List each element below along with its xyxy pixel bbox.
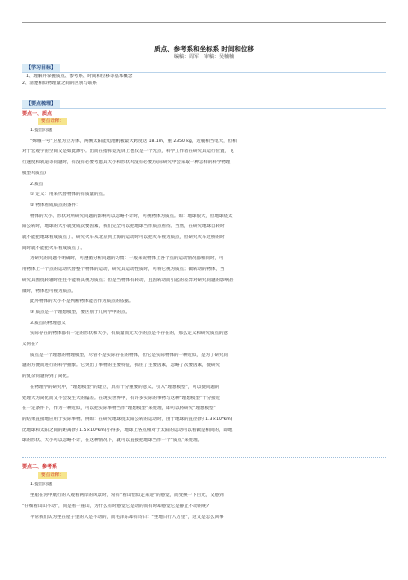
body-line: 实际存在的物体都有一定的形状和大小，有质量而无大小的点是不存在的，那么定义和研究质点的意 <box>30 331 228 337</box>
body-line: 2.质点 <box>30 181 44 187</box>
body-line: 比地球和太阳之间的距离(约 1.5×10⁸km)小得多，地球上各点相对于太阳的运动可以看做是相同的，即地 <box>22 427 233 433</box>
body-line: 在物理学的研究中，“理想模型”的建立，具有十分重要的意义。引入“理想模型”，可以使问题的 <box>30 384 220 390</box>
body-line: 对于宏观宇宙空间又是如此渺小。出而在指挥竞先屏上也仅是一个光点，科学工作者在研究其运行位置，飞 <box>22 149 234 155</box>
goals-underline <box>22 72 386 73</box>
byline: 编稿：周军 审稿：吴楠楠 <box>173 54 234 60</box>
body-line: 此外物体的大小不是判断物体能否作为质点的依据。 <box>30 299 134 305</box>
body-line: 物体的大小、形状对所研究问题的影响可以忽略不计时，可视物体为质点。如：地球很大，但地球绕太 <box>30 213 233 219</box>
body-line: 间时就不能把火车看成质点了。 <box>22 245 85 251</box>
body-line: 题的方便而进行的科学抽象。它突出了事物的主要特征，抓住了主要因素，忽略了次要因素，使研究 <box>22 363 220 369</box>
body-line: 球的形状、大小可以忽略不计，在这种情况下，就可以直接把地球当作一个“质点”来处理。 <box>22 438 203 444</box>
body-line: 1.提出问题 <box>30 482 53 487</box>
body-line: ③ 质点是一个理想模型，要区别于几何学中的点。 <box>30 309 130 315</box>
body-line: 在一定条件下，作为一种近似，可以把实际事物当作“理想模型”来处理，即可以将研究“理想模型” <box>22 406 216 412</box>
goal-item: 2、清楚相似物理量之间的区别与联系 <box>22 81 97 86</box>
body-line: 质点是一个理想的物理模型，尽管不是实际存在的物体，但它是实际物体的一种近似，是为了研究问 <box>30 352 228 358</box>
body-line: 阳公转时，地球的大小就变成次要因素，我们完全可以把地球当作质点看待。当然，在研究地球自转时 <box>22 224 225 230</box>
body-line: “仔细看山山不动”，同是看一座山，为什么有时感觉它是动的而有时却感觉它是静止不动的呢? <box>22 504 210 509</box>
body-line: 微时，物体也可视为质点。 <box>22 288 76 294</box>
page-title: 质点、参考系和坐标系 时间和位移 <box>154 45 254 53</box>
body-line: 3.质点的物理意义 <box>30 320 66 326</box>
body-line: ② 物体看成质点的条件： <box>30 202 81 208</box>
point1-tag: 要点诠释： <box>38 118 67 125</box>
body-line: 用物体上一个点的运动代替整个物体的运动，研究其运动性质时，可将它视为质点；做转动的物体，当 <box>22 267 225 273</box>
body-line: 平常我们认为坐在屋子里的人是不动的，而毛泽东却有诗曰：“坐地日行八万里”，这又是怎么回事 <box>30 515 224 520</box>
header-rule <box>22 22 386 23</box>
point2-heading: 要点二、参考系 <box>22 464 58 470</box>
body-line: 为研究的问题不明确时，可遵循分析问题的习惯：一般来说物体上各个点的运动情况都相同时，可 <box>30 256 224 262</box>
points-underline <box>22 108 386 109</box>
body-line: 就不能把地球看成质点了。研究火车从北京到上海的运动时可以把火车视为质点，但研究火车过桥的时 <box>22 235 225 240</box>
body-line: “嫦娥一号”卫星为立方体，两侧太阳能电池帆板最大跨度达 18.1m，重 2350 kg，近履相当电大，但相 <box>30 138 237 144</box>
body-line: 模型?(质点) <box>22 170 46 176</box>
body-line: 1.提出问题 <box>30 128 53 133</box>
body-line: 行速度和轨道等问题时，有没有必要考虑其大小和形状?(没有必要)实际研究中会采取一种怎样的科学物理 <box>22 160 231 166</box>
learning-goals-header: 【学习目标】 <box>22 64 60 72</box>
goal-item: 1、理解并掌握质点、参考系、时间和位移等基本概念 <box>26 74 133 79</box>
body-line: ① 定义：用来代替物体的有质量的点。 <box>30 192 108 198</box>
body-line: 坐船在河中航行的人观看两岸的风景时，常有“看山恰似走来迎”的感觉，而变换一下目光，又感到 <box>30 493 224 498</box>
body-line: 研究其围绕转轴时往往不能将其视为质点；但是当物体有转动，且因转动而引起的差异对研究问题的影响甚 <box>22 277 234 283</box>
body-line: 义何在？ <box>22 342 40 347</box>
section-separator <box>22 457 386 458</box>
point1-heading: 要点一、质点 <box>22 111 53 117</box>
body-line: 的结果直接地应用于实际事物。例如：在研究地球绕太阳公转的运动时，由于地球的直径(约 1.3×10⁴km) <box>22 416 233 422</box>
key-points-header: 【要点梳理】 <box>22 100 60 108</box>
point2-tag: 要点诠释： <box>38 472 67 479</box>
body-line: 处理大为简化而又不会发生大的偏差。在现实世界中，有许多实际的事物与这种“理想模型”十分接近 <box>22 395 221 401</box>
body-line: 的复杂问题得到了简化。 <box>22 374 72 380</box>
